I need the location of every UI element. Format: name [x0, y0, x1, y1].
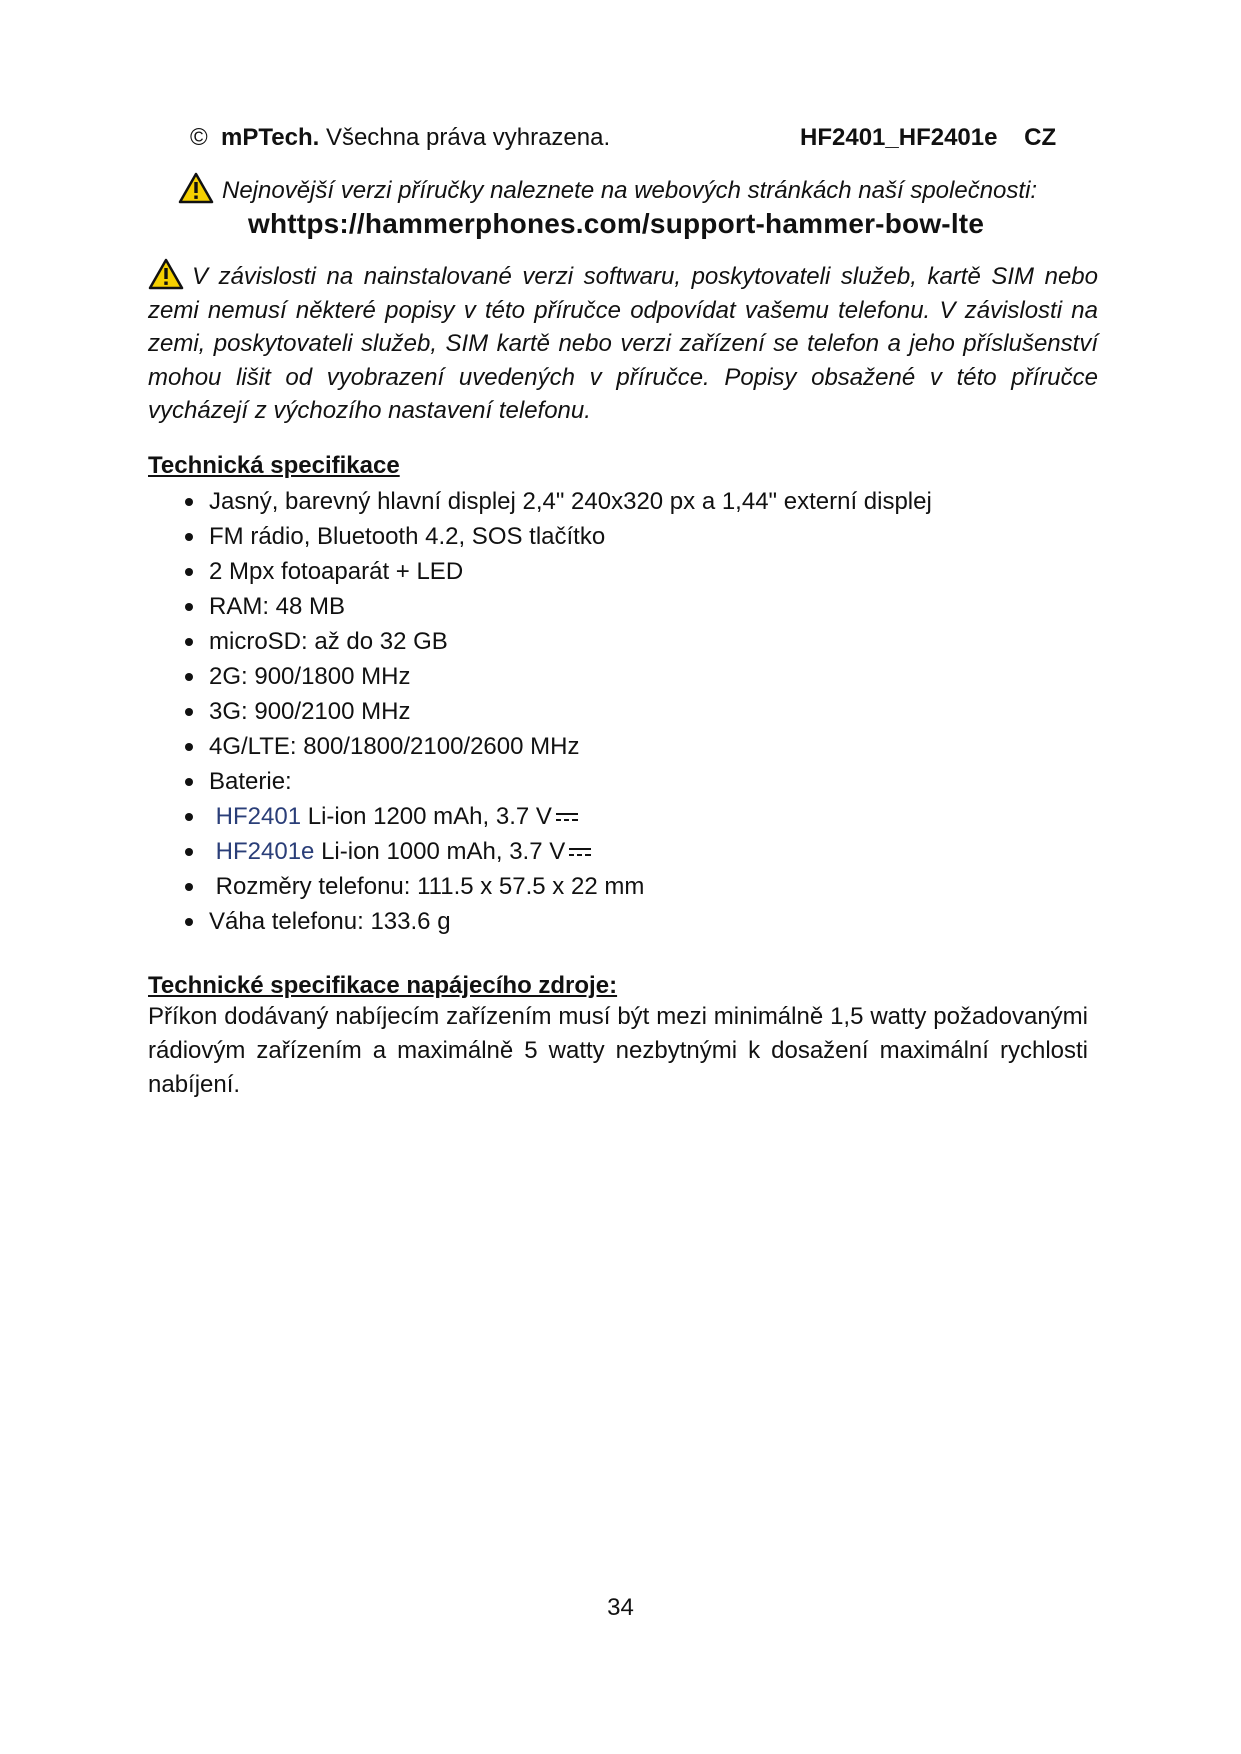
- list-item: [185, 869, 932, 904]
- battery-spec: Li-ion 1200 mAh, 3.7 V: [307, 803, 552, 830]
- header-copyright: [190, 124, 610, 152]
- list-item: [185, 729, 932, 764]
- spec-microsd: microSD: až do 32 GB: [209, 628, 448, 655]
- battery-spec: Li-ion 1000 mAh, 3.7 V: [321, 838, 566, 865]
- spec-4g: 4G/LTE: 800/1800/2100/2600 MHz: [209, 733, 580, 760]
- header-model: [800, 124, 1056, 152]
- spec-dimensions: Rozměry telefonu: 111.5 x 57.5 x 22 mm: [215, 873, 645, 900]
- list-item: [185, 484, 932, 519]
- disclaimer-paragraph: [148, 258, 1098, 428]
- battery-model: HF2401: [215, 803, 302, 830]
- bullet-icon: [185, 568, 193, 576]
- bullet-icon: [185, 743, 193, 751]
- list-item: [185, 589, 932, 624]
- bullet-icon: [185, 848, 193, 856]
- power-text: Příkon dodávaný nabíjecím zařízením musí být mezi minimálně 1,5 watty požadovanými rádiovým zařízením a maximálně 5 watty nezbytnými k dosažení maximální rychlosti nabíjení.: [148, 1003, 1088, 1098]
- list-item: [185, 519, 932, 554]
- specs-list: [185, 484, 932, 939]
- bullet-icon: [185, 778, 193, 786]
- bullet-icon: [185, 813, 193, 821]
- copyright-symbol: ©: [190, 124, 208, 151]
- brand-name: mPTech.: [221, 124, 320, 151]
- bullet-icon: [185, 533, 193, 541]
- disclaimer-text: V závislosti na nainstalované verzi softwaru, poskytovateli služeb, kartě SIM nebo zemi nemusí některé popisy v této příručce odpovídat vašemu telefonu. V závislosti na zemi, poskytovateli služeb, SIM kartě nebo verzi zařízení se telefon a jeho příslušenství mohou lišit od vyobrazení uvedených v příručce. Popisy obsažené v této příručce vycházejí z výchozího nastavení telefonu.: [148, 263, 1098, 424]
- list-item: [185, 554, 932, 589]
- model-code: HF2401_HF2401e: [800, 124, 998, 151]
- power-title: Technické specifikace napájecího zdroje:: [148, 972, 618, 999]
- list-item: [185, 624, 932, 659]
- spec-battery-label: Baterie:: [209, 768, 292, 795]
- warning-icon: [178, 172, 214, 204]
- bullet-icon: [185, 673, 193, 681]
- bullet-icon: [185, 603, 193, 611]
- specs-title: Technická specifikace: [148, 452, 400, 479]
- bullet-icon: [185, 498, 193, 506]
- list-item: [185, 799, 932, 834]
- spec-3g: 3G: 900/2100 MHz: [209, 698, 411, 725]
- bullet-icon: [185, 883, 193, 891]
- latest-manual-text: Nejnovější verzi příručky naleznete na webových stránkách naší společnosti:: [222, 177, 1038, 204]
- dc-symbol-icon: [569, 847, 591, 857]
- battery-model: HF2401e: [215, 838, 315, 865]
- bullet-icon: [185, 638, 193, 646]
- dc-symbol-icon: [556, 812, 578, 822]
- list-item: [185, 694, 932, 729]
- spec-display: Jasný, barevný hlavní displej 2,4" 240x320 px a 1,44" externí displej: [209, 488, 932, 515]
- spec-camera: 2 Mpx fotoaparát + LED: [209, 558, 464, 585]
- bullet-icon: [185, 708, 193, 716]
- support-url[interactable]: whttps://hammerphones.com/support-hammer-bow-lte: [248, 208, 985, 239]
- list-item: [185, 834, 932, 869]
- warning-icon: [148, 258, 184, 290]
- spec-ram: RAM: 48 MB: [209, 593, 346, 620]
- page-number: 34: [607, 1594, 634, 1621]
- latest-manual-notice: [178, 172, 1037, 205]
- spec-radio: FM rádio, Bluetooth 4.2, SOS tlačítko: [209, 523, 606, 550]
- spec-2g: 2G: 900/1800 MHz: [209, 663, 411, 690]
- list-item: [185, 904, 932, 939]
- bullet-icon: [185, 918, 193, 926]
- spec-weight: Váha telefonu: 133.6 g: [209, 908, 451, 935]
- language-code: CZ: [1024, 124, 1057, 151]
- list-item: [185, 659, 932, 694]
- list-item: [185, 764, 932, 799]
- rights-text: Všechna práva vyhrazena.: [325, 124, 611, 151]
